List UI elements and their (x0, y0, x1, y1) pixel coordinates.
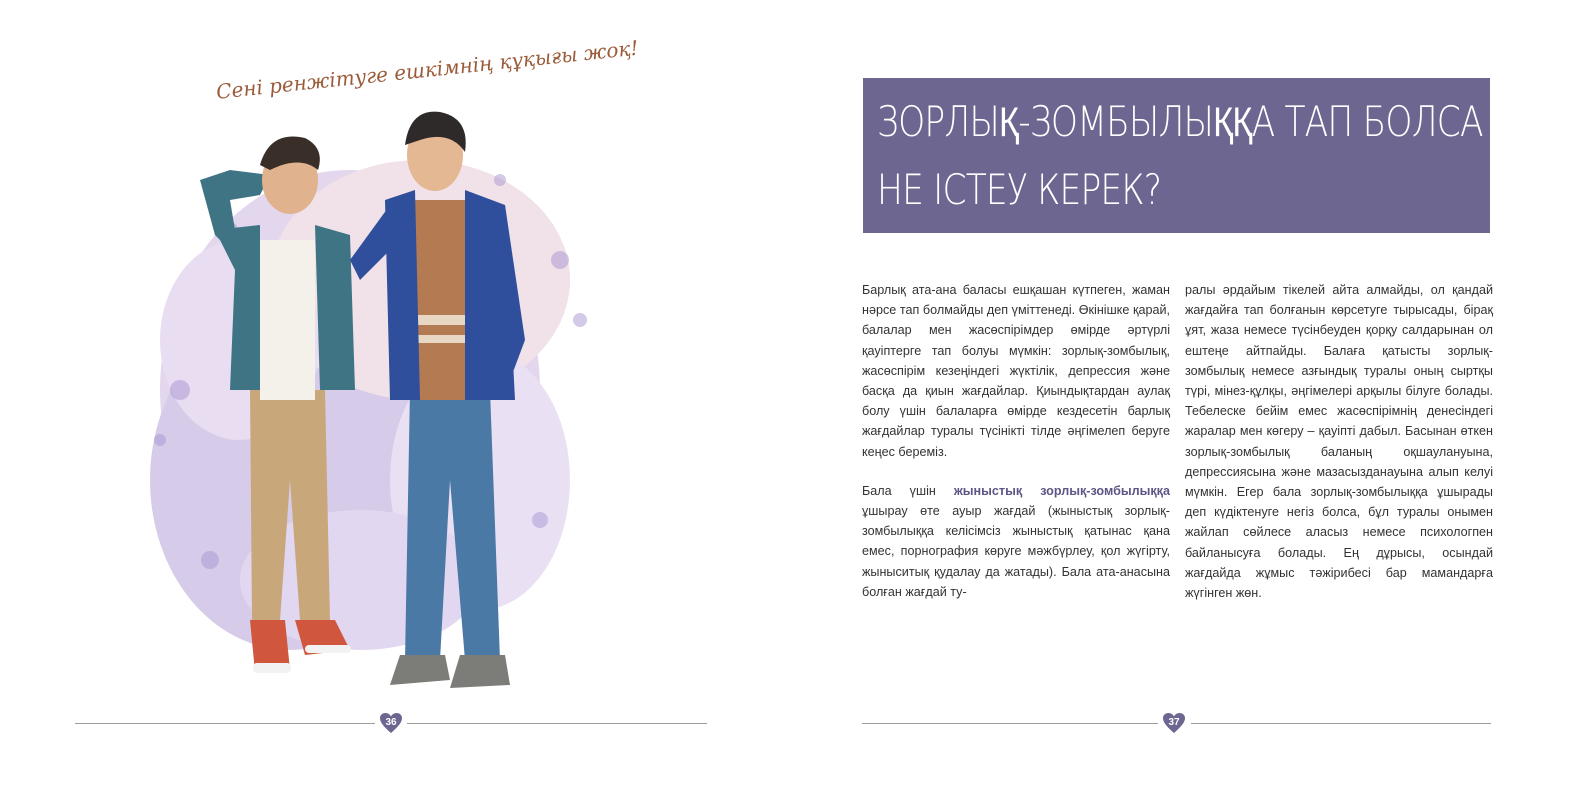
title-box (863, 78, 1490, 233)
father-son-illustration (120, 60, 620, 710)
right-page (787, 0, 1575, 788)
paragraph-text: Бала үшін (862, 483, 954, 498)
page-number-badge-right (1162, 712, 1186, 734)
footer-divider-left (75, 723, 375, 724)
page-title: ЗОРЛЫҚ-ЗОМБЫЛЫҚҚА ТАП БОЛСА НЕ ІСТЕУ КЕРЕК? (877, 97, 1483, 214)
footer-divider-left-2 (407, 723, 707, 724)
paragraph-text: ұшырау өте ауыр жағдай (жыныстық зорлық-зомбылыққа келісімсіз жыныстық қатынас қана емес, порнография көруге мәжбүрлеу, қол жүгірту, жыныситық қудалау да жатады). Бала ата-анасына болған жағдай ту- (862, 504, 1170, 599)
paragraph (862, 481, 1170, 602)
page-number: 36 (385, 716, 397, 728)
text-column-2 (1185, 280, 1493, 622)
highlighted-term: жыныстық зорлық-зомбылыққа (953, 483, 1170, 498)
page-number: 37 (1168, 716, 1180, 728)
paragraph: Барлық ата-ана баласы ешқашан күтпеген, жаман нәрсе тап болмайды деп үміттенеді. Өкінішке қарай, балалар мен жасөспірімдер өмірде әртүрлі қауіптерге тап болуы мүмкін: зорлық-зомбылық, жасөспірім кезеңіндегі жүктілік, депрессия және басқа да қиын жағдайлар. Қиындықтардан аулақ болу үшін балаларға өмірде кездесетін барлық жағдайлар туралы түсінікті тілде әңгімелеп беруге кеңес береміз. (862, 283, 1170, 459)
footer-divider-right-2 (1191, 723, 1491, 724)
footer-divider-right (862, 723, 1158, 724)
paragraph: ралы әрдайым тікелей айта алмайды, ол қандай жағдайға тап болғанын көрсетуге тырысады, бірақ ұят, жаза немесе түсінбеуден қорқу салдарынан ол ештеңе айтпайды. Балаға қатысты зорлық-зомбылық немесе азғындық туралы оның сыртқы түрі, мінез-құлқы, әңгімелері арқылы білуге болады. Тебелеске бейім емес жасөспірімнің денесіндегі жаралар мен көгеру – қауіпті дабыл. Басынан өткен зорлық-зомбылық баланың оқшаулануына, депрессиясына және мазасызданауына алып келуі мүмкін. Егер бала зорлық-зомбылыққа ұшырады деп күдіктенуге негіз болса, бұл туралы онымен жайлап сөйлесе аласыз немесе психологпен байланысуға болады. Ең дұрысы, осындай жағдайда жұмыс тәжірибесі бар мамандарға жүгінген жөн. (1185, 283, 1493, 601)
text-column-1 (862, 280, 1170, 621)
page-number-badge-left (379, 712, 403, 734)
left-page (0, 0, 787, 788)
tagline: Сені ренжітуге ешкімнің құқығы жоқ! (215, 35, 640, 104)
